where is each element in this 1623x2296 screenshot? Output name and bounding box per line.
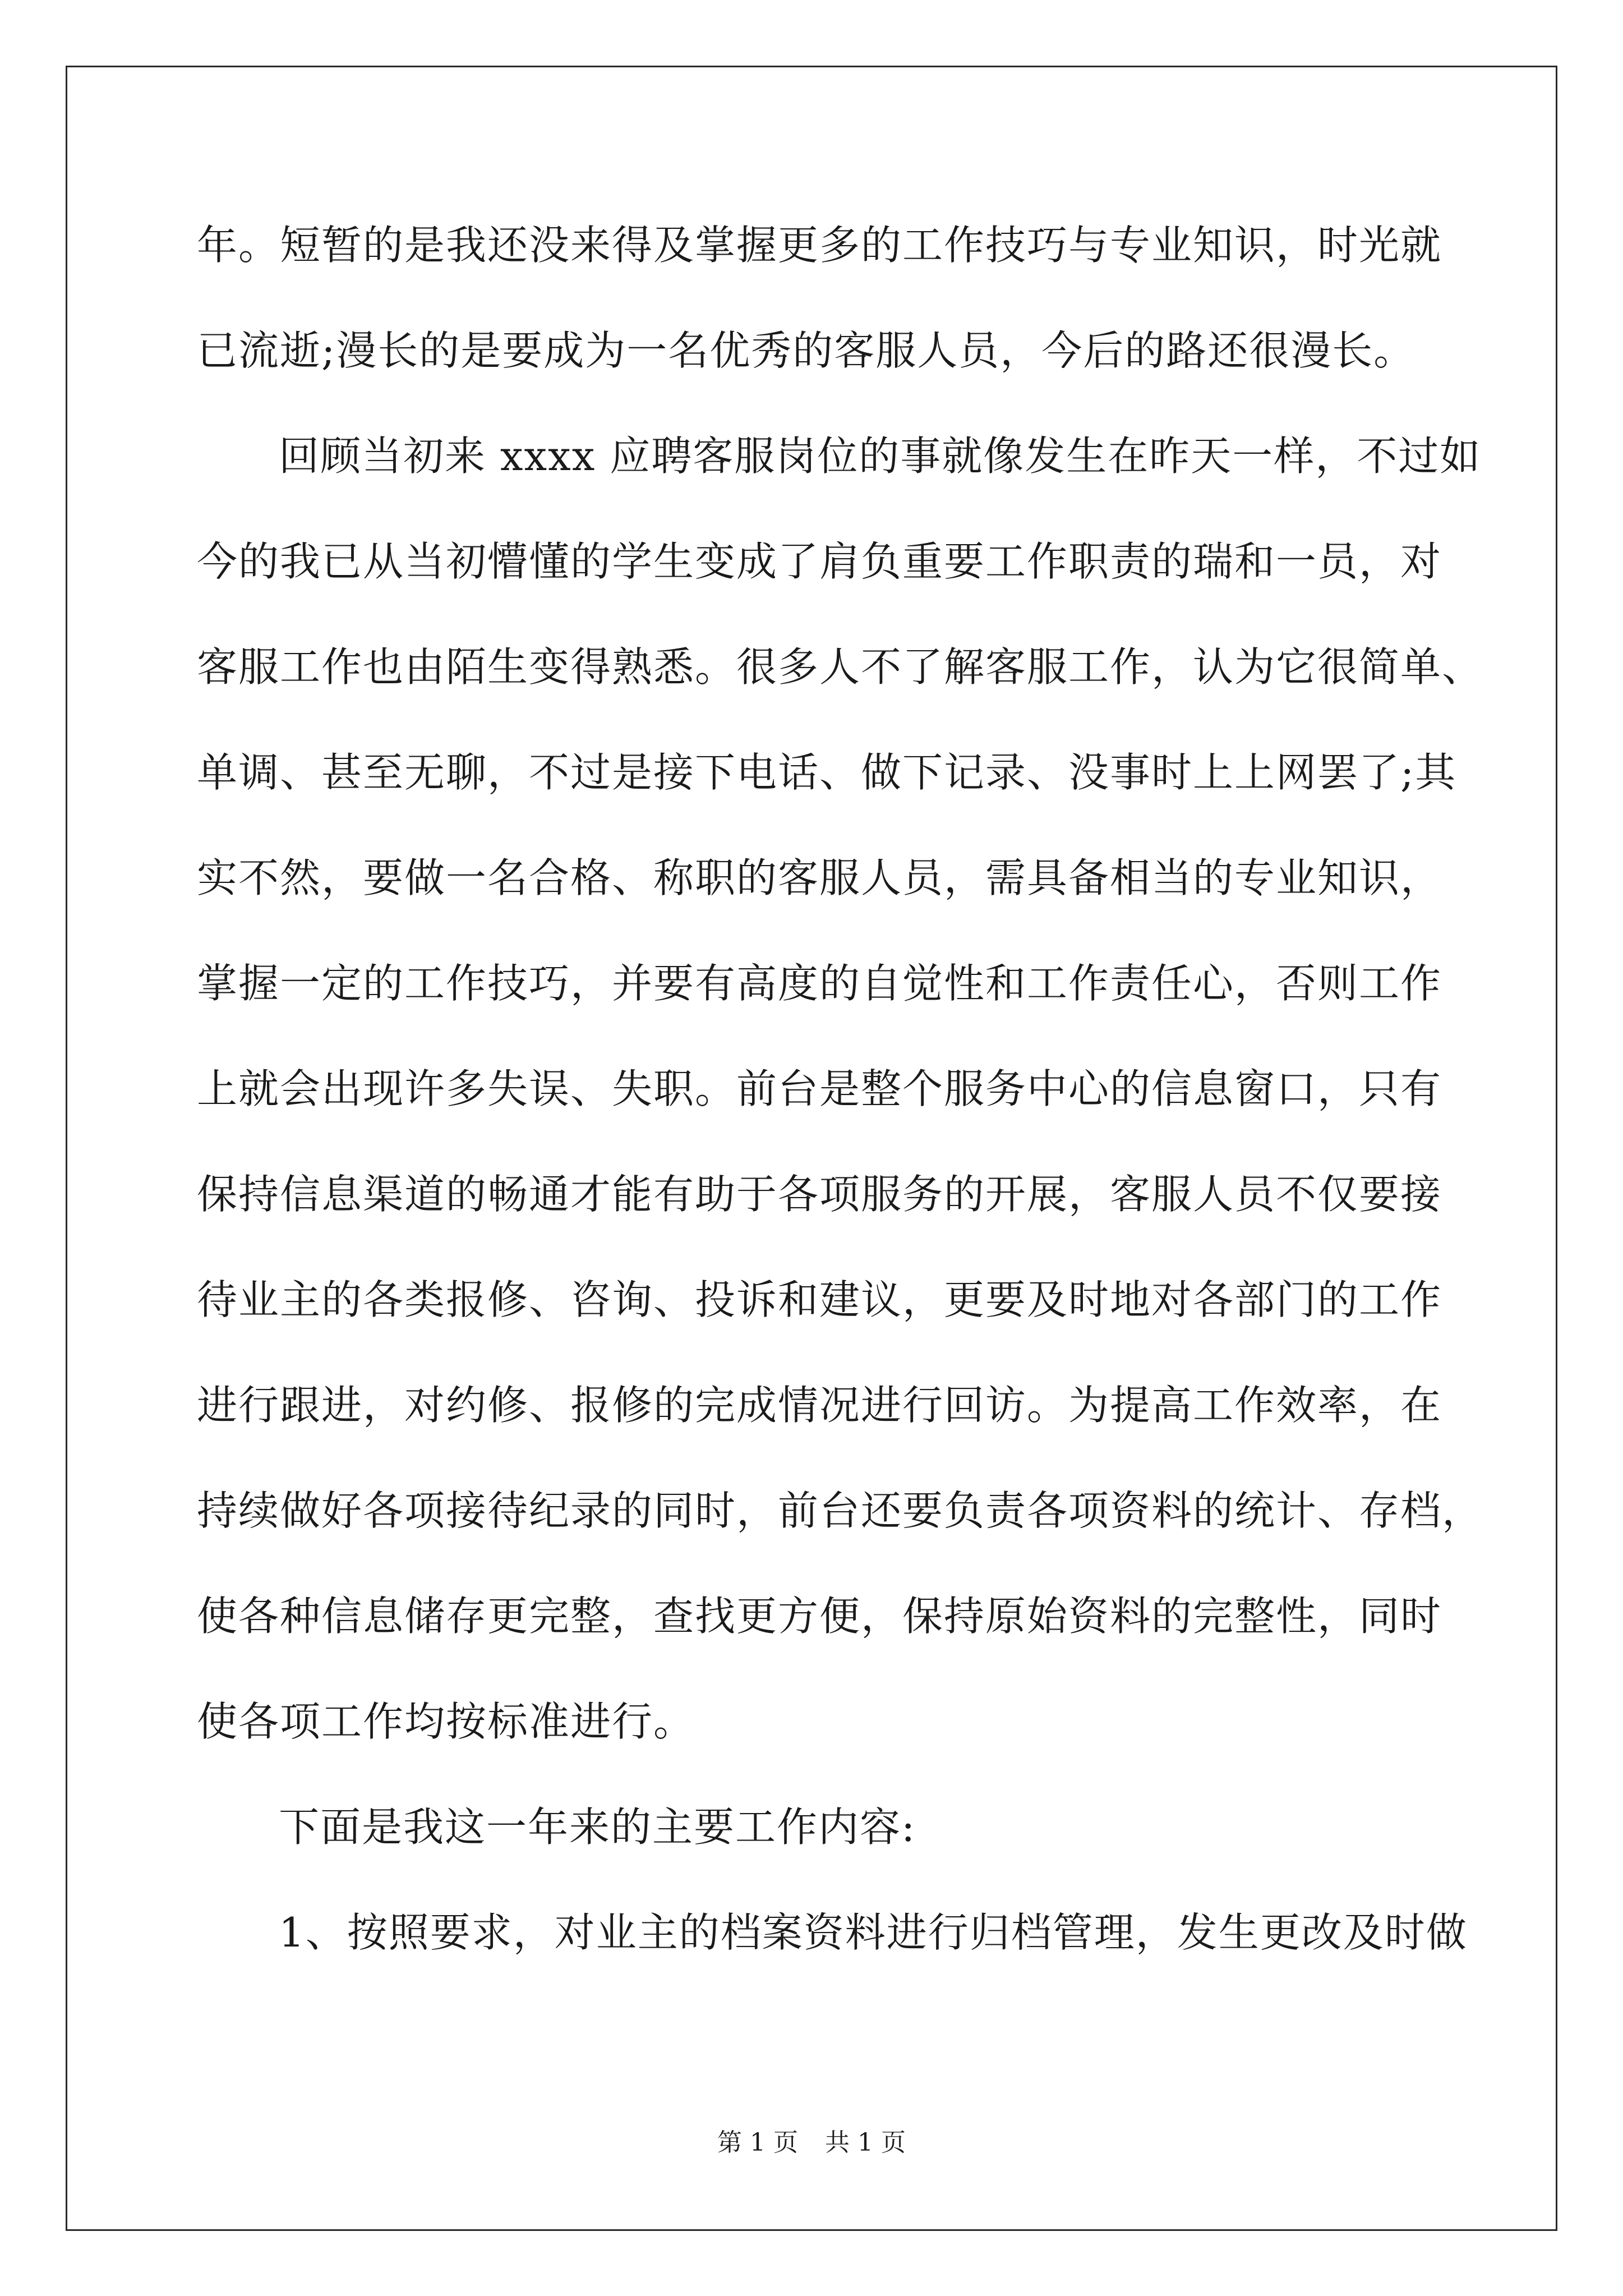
page-number: 第 1 页 [717,2128,798,2157]
text-line: 客服工作也由陌生变得熟悉。很多人不了解客服工作，认为它很简单、 [197,643,1484,691]
paragraph-first-line: 回顾当初来 xxxx 应聘客服岗位的事就像发生在昨天一样，不过如 [279,432,1482,480]
text-line: 保持信息渠道的畅通才能有助于各项服务的开展，客服人员不仅要接 [197,1171,1442,1218]
paragraph-first-line: 下面是我这一年来的主要工作内容: [279,1803,916,1851]
text-line: 年。短暂的是我还没来得及掌握更多的工作技巧与专业知识，时光就 [197,222,1442,269]
text-line: 进行跟进，对约修、报修的完成情况进行回访。为提高工作效率，在 [197,1382,1442,1429]
text-line: 掌握一定的工作技巧，并要有高度的自觉性和工作责任心，否则工作 [197,960,1442,1007]
text-line: 使各种信息储存更完整，查找更方便，保持原始资料的完整性，同时 [197,1593,1442,1640]
text-line: 今的我已从当初懵懂的学生变成了肩负重要工作职责的瑞和一员，对 [197,538,1442,585]
paragraph-first-line: 1、按照要求，对业主的档案资料进行归档管理，发生更改及时做 [279,1909,1468,1956]
text-line: 单调、甚至无聊，不过是接下电话、做下记录、没事时上上网罢了;其 [197,749,1457,796]
text-line: 上就会出现许多失误、失职。前台是整个服务中心的信息窗口，只有 [197,1065,1442,1112]
text-line: 已流逝;漫长的是要成为一名优秀的客服人员，今后的路还很漫长。 [197,327,1415,374]
page-total: 共 1 页 [825,2128,906,2157]
text-line: 实不然，要做一名合格、称职的客服人员，需具备相当的专业知识， [197,854,1442,901]
text-line: 使各项工作均按标准进行。 [197,1698,695,1745]
text-line: 持续做好各项接待纪录的同时，前台还要负责各项资料的统计、存档， [197,1487,1484,1534]
text-line: 待业主的各类报修、咨询、投诉和建议，更要及时地对各部门的工作 [197,1276,1442,1323]
page-footer [0,2126,1623,2160]
